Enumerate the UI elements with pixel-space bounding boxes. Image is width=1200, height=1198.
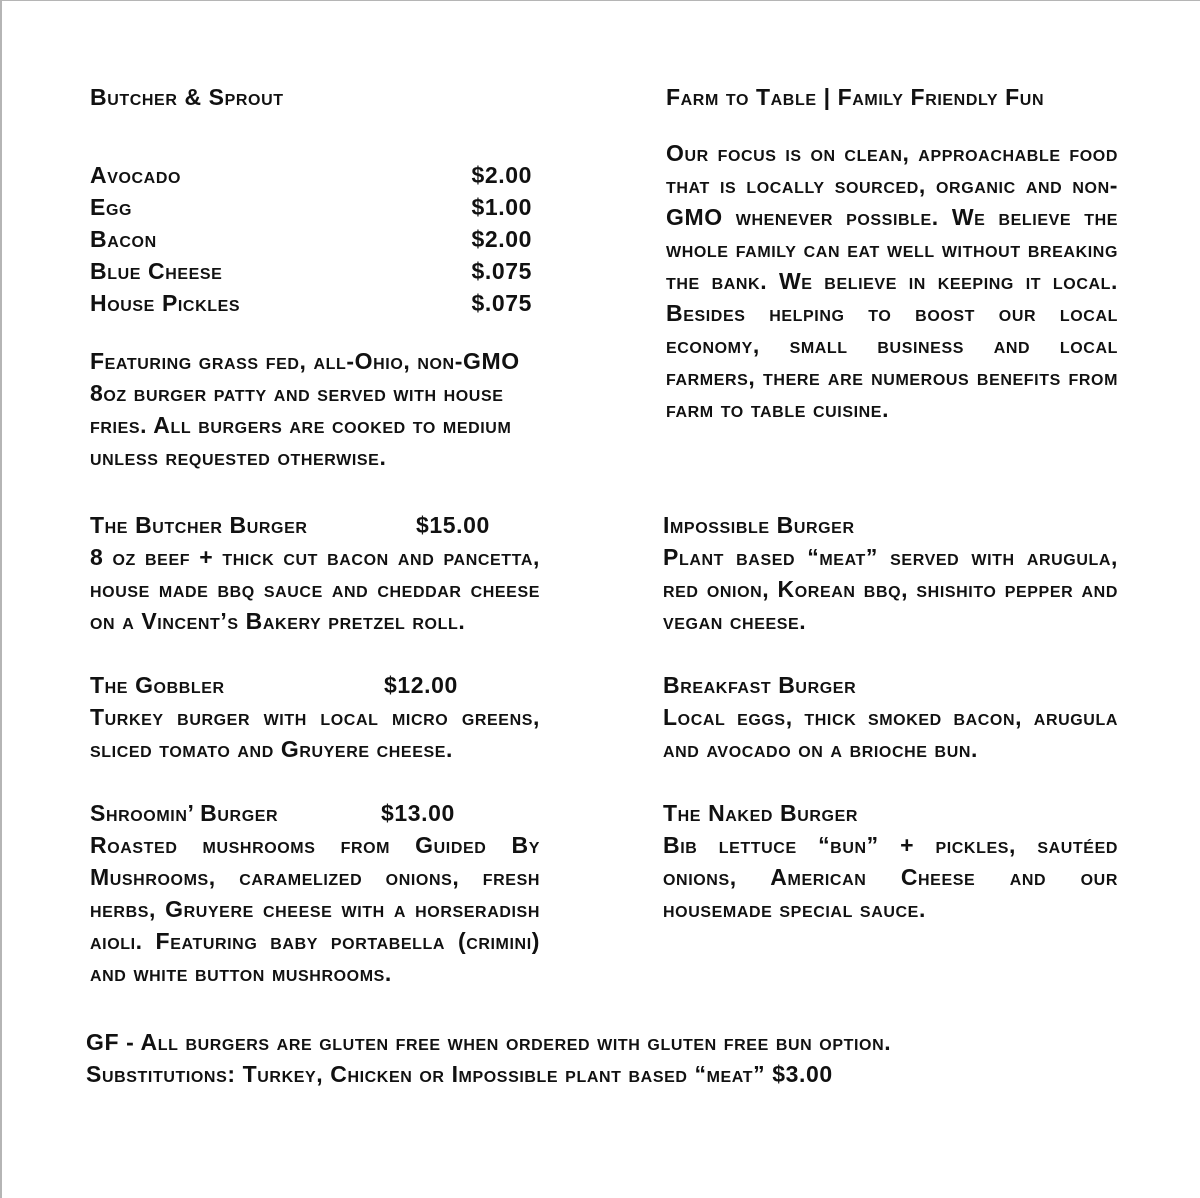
item-description: Turkey burger with local micro greens, sliced tomato and Gruyere cheese. <box>90 704 540 762</box>
addon-name: Bacon <box>90 226 157 252</box>
addon-row <box>90 287 532 319</box>
addon-price: $2.00 <box>471 226 532 252</box>
addon-price: $.075 <box>471 290 532 316</box>
menu-item <box>663 797 1118 925</box>
item-name: Breakfast Burger <box>663 672 857 698</box>
item-name: The Butcher Burger <box>90 512 308 538</box>
item-description: 8 oz beef + thick cut bacon and pancetta, house made bbq sauce and cheddar cheese on a Vincent’s Bakery pretzel roll. <box>90 544 540 634</box>
tagline: Farm to Table | Family Friendly Fun <box>666 84 1045 110</box>
addon-price: $1.00 <box>471 194 532 220</box>
addon-name: Avocado <box>90 162 182 188</box>
item-name: The Naked Burger <box>663 800 858 826</box>
menu-item <box>663 669 1118 765</box>
addon-row <box>90 255 532 287</box>
menu-item <box>90 509 540 637</box>
item-description: Roasted mushrooms from Guided By Mushrooms, caramelized onions, fresh herbs, Gruyere cheese with a horseradish aioli. Featuring baby portabella (crimini) and white button mushrooms. <box>90 832 540 986</box>
item-price: $15.00 <box>416 512 490 538</box>
addon-price: $.075 <box>471 258 532 284</box>
addon-price: $2.00 <box>471 162 532 188</box>
gluten-free-note: GF - All burgers are gluten free when ordered with gluten free bun option. <box>86 1029 892 1055</box>
addon-row <box>90 191 532 223</box>
intro-text: Featuring grass fed, all-Ohio, non-GMO 8oz burger patty and served with house fries. All burgers are cooked to medium unless requested otherwise. <box>90 348 520 470</box>
menu-item <box>90 669 540 765</box>
item-price: $12.00 <box>384 672 458 698</box>
item-description: Plant based “meat” served with arugula, red onion, Korean bbq, shishito pepper and vegan cheese. <box>663 544 1118 634</box>
addon-name: House Pickles <box>90 290 241 316</box>
restaurant-name: Butcher & Sprout <box>90 84 284 110</box>
menu-item <box>90 797 540 989</box>
about-text: Our focus is on clean, approachable food that is locally sourced, organic and non-GMO whenever possible. We believe the whole family can eat well without breaking the bank. We believe in keeping it local. Besides helping to boost our local economy, small business and local farmers, there are numerous benefits from farm to table cuisine. <box>666 140 1118 422</box>
menu-item <box>663 509 1118 637</box>
substitutions-note: Substitutions: Turkey, Chicken or Impossible plant based “meat” $3.00 <box>86 1061 833 1087</box>
item-description: Bib lettuce “bun” + pickles, sautéed onions, American Cheese and our housemade special sauce. <box>663 832 1118 922</box>
addon-row <box>90 159 532 191</box>
item-name: Shroomin’ Burger <box>90 800 279 826</box>
item-description: Local eggs, thick smoked bacon, arugula and avocado on a brioche bun. <box>663 704 1118 762</box>
addon-name: Blue Cheese <box>90 258 223 284</box>
item-price: $13.00 <box>381 800 455 826</box>
item-name: The Gobbler <box>90 672 225 698</box>
addons-list <box>90 159 532 319</box>
item-name: Impossible Burger <box>663 512 855 538</box>
addon-name: Egg <box>90 194 133 220</box>
addon-row <box>90 223 532 255</box>
